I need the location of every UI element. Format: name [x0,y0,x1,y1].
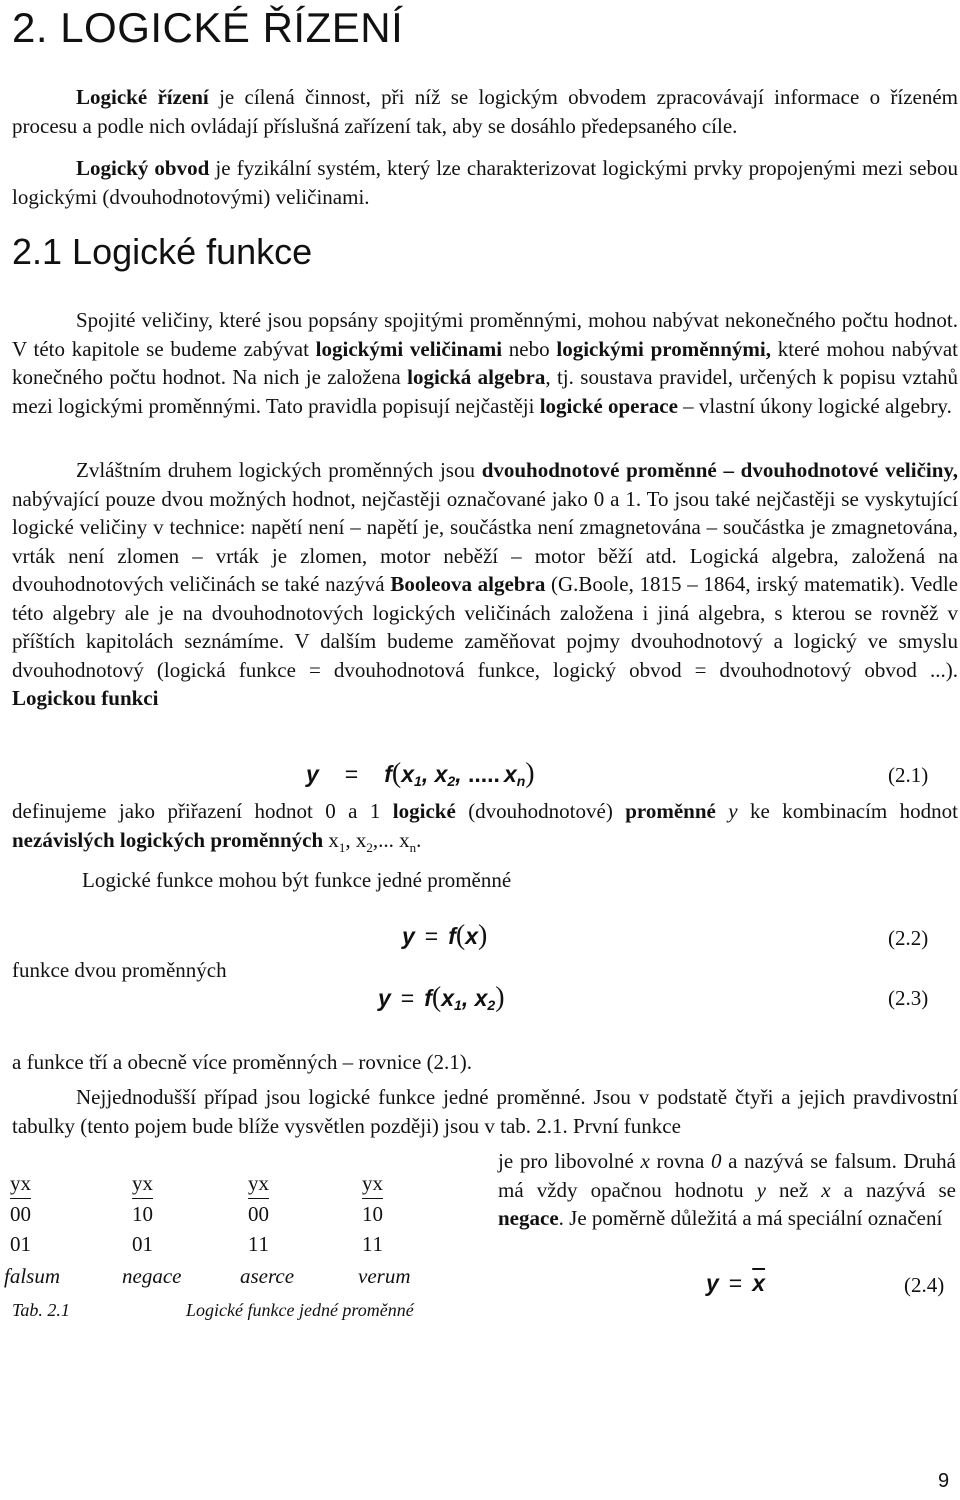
text: Spojité veličiny, které jsou popsány spojitými proměnnými, mohou nabývat nekonečného počtu hodnot. V této kapitole se budeme zabývat [12,308,958,361]
eq-x2: x [434,761,448,787]
function-name-negace: negace [122,1264,182,1288]
table-cell: 1 [362,1201,373,1226]
table-row [10,1199,31,1230]
paragraph-text: je cílená činnost, při níž se logickým obvodem zpracovávají informace o řízeném procesu a podle nich ovládají příslušná zařízení tak, aby se dosáhlo předepsaného cíle. [12,85,958,138]
table-row [362,1229,383,1259]
text: které mohou nabývat konečného počtu hodnot. Na nich je založena [12,336,959,389]
paragraph-two-valued-variables [12,456,958,713]
paren-close: ) [525,758,535,789]
col-header-x: x [373,1168,384,1199]
table-cell: 1 [248,1231,259,1256]
bold-term: logickými proměnnými, [556,336,771,361]
col-header-y: y [362,1168,373,1199]
eq-xn-sub: n [516,773,526,790]
bold-term: negace [498,1206,559,1230]
paragraph-one-variable: Logické funkce mohou být funkce jedné proměnné [82,868,512,892]
function-name-verum: verum [358,1264,411,1288]
col-header-y: y [132,1168,143,1199]
text: – vlastní úkony logické algebry. [677,393,952,418]
table-cell: 1 [372,1231,383,1256]
eq-equals: = [344,761,359,787]
equation-number: (2.1) [888,763,929,787]
eq-x2-sub: 2 [447,773,456,790]
bold-term: Booleova algebra [390,572,546,596]
section-heading: 2.1 Logické funkce [12,231,313,272]
italic-y: y [728,799,738,823]
eq-f: f [384,761,392,787]
bold-term: proměnné [625,799,716,823]
paragraph-side-description: je pro libovolné x rovna 0 a nazývá se falsum. Druhá má vždy opačnou hodnotu y než x a nazývá se negace. Je poměrně důležitá a má speciální označení [498,1149,956,1230]
table-cell: 0 [248,1201,259,1226]
table-cell: 0 [132,1231,143,1256]
table-row [132,1199,153,1230]
bold-term: logickými veličinami [315,336,503,361]
function-name-falsum: falsum [4,1264,61,1288]
table-row [362,1199,383,1230]
bold-term: nezávislých logických proměnných [12,827,324,852]
equation-number: (2.4) [904,1273,945,1297]
bold-term: logické [392,799,456,823]
function-name-aserce: aserce [240,1264,295,1288]
table-cell: 0 [20,1201,31,1226]
equation-2-4: $y = \overline{x}$ [706,1270,766,1296]
truth-table-verum [362,1168,383,1259]
paragraph-text: je fyzikální systém, který lze charakterizovat logickými prvky propojenými mezi sebou logickými (dvouhodnotovými) veličinami. [12,156,958,209]
term-logic-circuit: Logický obvod [76,156,210,180]
table-cell: 1 [362,1231,373,1256]
paragraph-simplest-case: Nejjednodušší případ jsou logické funkce jedné proměnné. Jsou v podstatě čtyři a jejich pravdivostní tabulky (tento pojem bude blíže vysvětlen později) jsou v tab. 2.1. První funkce [12,1085,958,1138]
text: (G.Boole, 1815 – 1864, irský matematik). Vedle této algebry ale je na dvouhodnotových logických veličinách založena i jiná algebra, s kterou se rovněž v příštích kapitolách seznámíme. V dalším budeme zaměňovat pojmy dvouhodnotový a logický ve smyslu dvouhodnotový (logická funkce = dvouhodnotová funkce, logický obvod = dvouhodnotový obvod ...). [12,572,959,682]
col-header-y: y [10,1168,21,1199]
bold-term: Logickou funkci [12,686,159,710]
table-cell: 0 [10,1231,21,1256]
table-cell: 1 [258,1231,269,1256]
paragraph-logic-control [12,83,958,140]
truth-table-negace [132,1168,153,1259]
eq-lhs: y [306,761,319,787]
equation-number: (2.3) [888,986,929,1010]
bold-term: dvouhodnotové proměnné – dvouhodnotové veličiny, [481,458,959,482]
eq-dots: ..... [467,761,500,787]
col-header-x: x [259,1168,270,1199]
paragraph-continuous-quantities [12,306,958,420]
table-cell: 1 [20,1231,31,1256]
equation-2-2: y = f(x) [402,920,488,951]
paren-open: ( [391,758,402,789]
col-header-x: x [21,1168,32,1199]
table-row [248,1229,269,1259]
text: nabývající pouze dvou možných hodnot, nejčastěji označované jako 0 a 1. To jsou také nejčastěji se vyskytující logické veličiny v technice: napětí není – napětí je, součástka není zmagnetována – součástka je zmagnetována, vrták není zlomen – vrták je zlomen, motor neběží – motor běží atd. Logická algebra, založená na dvouhodnotových veličinách se také nazývá [12,486,958,596]
paragraph-two-variables: funkce dvou proměnných [12,958,227,982]
table-cell: 1 [132,1201,143,1226]
table-caption-label: Tab. 2.1 [12,1300,70,1320]
eq-x1: x [401,761,415,787]
table-caption-text: Logické funkce jedné proměnné [186,1300,414,1320]
truth-table-falsum [10,1168,31,1259]
equation-2-3: $y = f(x_1$, $x_2$) [378,982,505,1014]
bold-term: logická algebra [407,365,546,389]
equation-number: (2.2) [888,926,929,950]
term-logic-control: Logické řízení [76,85,209,109]
table-cell: 0 [10,1201,21,1226]
table-cell: 0 [142,1201,153,1226]
page-heading: 2. LOGICKÉ ŘÍZENÍ [12,4,404,51]
paragraph-definition: definujeme jako přiřazení hodnot 0 a 1 logické (dvouhodnotové) proměnné y ke kombinacím hodnot nezávislých logických proměnných $x_1$, $x_2$,... $x_n$. [12,799,958,855]
text: , tj. soustava pravidel, určených k popisu vztahů mezi logickými proměnnými. Tato pravidla popisují nejčastěji [12,365,959,418]
text: Zvláštním druhem logických proměnných jsou [76,458,482,482]
page-number: 9 [938,1470,950,1492]
col-header-x: x [143,1168,154,1199]
equation-2-1: $y = f(x_1$, $x_2$, ..... $x_n$) [306,758,535,790]
col-header-y: y [248,1168,259,1199]
table-row [132,1229,153,1259]
eq-xn: x [503,761,517,787]
eq-x-negated: $\overline{x}$ [752,1270,766,1296]
bold-term: logické operace [539,393,678,418]
eq-x1-sub: 1 [414,773,422,790]
text: nebo [502,336,557,361]
table-row [10,1229,31,1259]
table-cell: 0 [372,1201,383,1226]
table-row [248,1199,269,1230]
table-cell: 0 [258,1201,269,1226]
table-cell: 1 [142,1231,153,1256]
paragraph-logic-circuit [12,154,958,211]
truth-table-aserce [248,1168,269,1259]
paragraph-three-variables: a funkce tří a obecně více proměnných – rovnice (2.1). [12,1050,473,1074]
